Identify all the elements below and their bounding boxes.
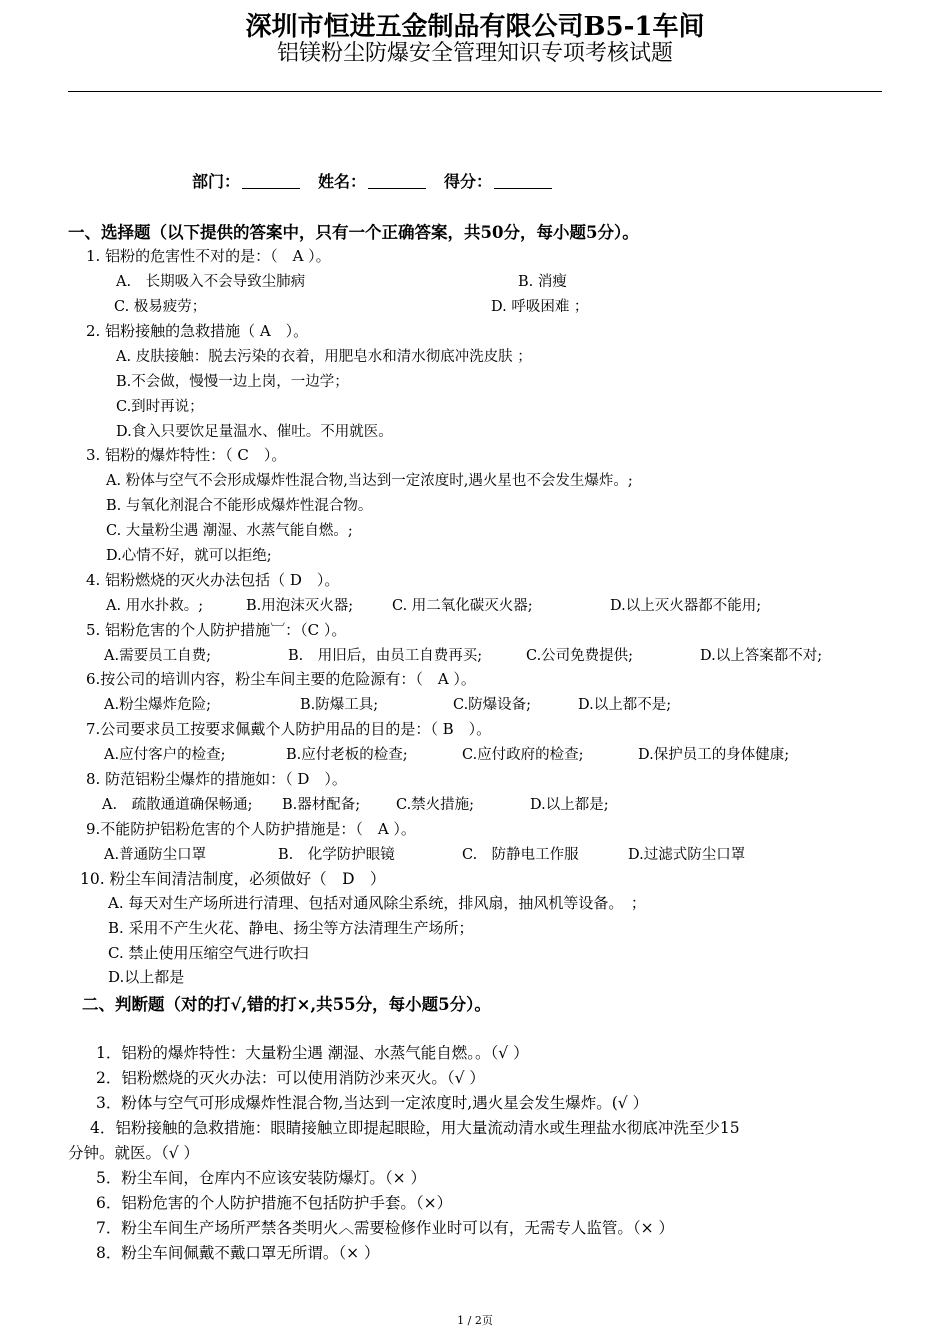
q6-option-b: B.防爆工具; xyxy=(300,697,379,713)
q8-option-d: D.以上都是; xyxy=(530,797,609,813)
judge-item-7: 7．粉尘车间生产场所严禁各类明火︿需要检修作业时可以有，无需专人监管。（× ） xyxy=(96,1219,675,1237)
q6-option-a: A.粉尘爆炸危险; xyxy=(104,697,211,713)
q7-option-a: A.应付客户的检查; xyxy=(104,747,226,763)
judge-item-3: 3．粉体与空气可形成爆炸性混合物,当达到一定浓度时,遇火星会发生爆炸。(√ ） xyxy=(96,1094,649,1112)
q3-option-c: C. 大量粉尘遇 潮湿、水蒸气能自燃。; xyxy=(106,523,353,539)
q1-option-a: A. 长期吸入不会导致尘肺病 xyxy=(116,274,306,290)
info-line xyxy=(192,169,570,192)
q1-option-b: B. 消瘦 xyxy=(518,274,567,290)
q7-option-c: C.应付政府的检查; xyxy=(462,747,584,763)
exam-subtitle: 铝镁粉尘防爆安全管理知识专项考核试题 xyxy=(276,41,673,66)
q7-option-b: B.应付老板的检查; xyxy=(286,747,408,763)
q9-option-b: B. 化学防护眼镜 xyxy=(278,847,395,863)
q3-option-a: A. 粉体与空气不会形成爆炸性混合物,当达到一定浓度时,遇火星也不会发生爆炸。; xyxy=(106,473,633,489)
q10-option-b: B. 采用不产生火花、静电、扬尘等方法清理生产场所； xyxy=(108,919,474,937)
q9-option-c: C. 防静电工作服 xyxy=(462,847,579,863)
q8-option-b: B.器材配备; xyxy=(282,797,361,813)
judge-item-6: 6．铝粉危害的个人防护措施不包括防护手套。（×） xyxy=(96,1194,453,1212)
header-divider xyxy=(68,91,882,92)
q2-option-d: D.食入只要饮足量温水、催吐。不用就医。 xyxy=(116,424,393,440)
q10-option-a: A. 每天对生产场所进行清理、包括对通风除尘系统，排风扇，抽风机等设备。 ； xyxy=(108,894,646,912)
judge-item-4: 4．铝粉接触的急救措施：眼睛接触立即提起眼睑，用大量流动清水或生理盐水彻底冲洗至少15 xyxy=(90,1119,740,1137)
q6-option-c: C.防爆设备; xyxy=(453,697,532,713)
q4-option-d: D.以上灭火器都不能用; xyxy=(610,598,762,614)
q3-option-b: B. 与氧化剂混合不能形成爆炸性混合物。 xyxy=(106,498,373,514)
q3-option-d: D.心情不好，就可以拒绝; xyxy=(106,548,272,564)
q8-option-a: A. 疏散通道确保畅通; xyxy=(102,797,253,813)
question-6: 6.按公司的培训内容，粉尘车间主要的危险源有：（ A ）。 xyxy=(86,670,476,688)
dept-field[interactable] xyxy=(242,174,300,189)
score-field[interactable] xyxy=(494,174,552,189)
judge-item-1: 1．铝粉的爆炸特性：大量粉尘遇 潮湿、水蒸气能自燃。。（√ ） xyxy=(96,1044,529,1062)
q2-option-b: B.不会做，慢慢一边上岗，一边学； xyxy=(116,374,349,390)
q9-option-d: D.过滤式防尘口罩 xyxy=(628,847,746,863)
name-label: 姓名： xyxy=(318,172,367,191)
q9-option-a: A.普通防尘口罩 xyxy=(104,847,207,863)
q4-option-c: C. 用二氧化碳灭火器; xyxy=(392,598,533,614)
section2-title: 二、判断题（对的打√,错的打×,共55分，每小题5分）。 xyxy=(82,995,491,1014)
q1-option-c: C. 极易疲劳； xyxy=(114,299,207,315)
q5-option-d: D.以上答案都不对; xyxy=(700,648,823,664)
name-field[interactable] xyxy=(368,174,426,189)
judge-item-8: 8．粉尘车间佩戴不戴口罩无所谓。（× ） xyxy=(96,1244,380,1262)
company-title: 深圳市恒进五金制品有限公司B5-1车间 xyxy=(245,12,705,42)
q4-option-a: A. 用水扑救。; xyxy=(106,598,204,614)
q10-option-d: D.以上都是 xyxy=(108,968,185,986)
dept-label: 部门： xyxy=(192,172,241,191)
question-2: 2. 铝粉接触的急救措施（ A ）。 xyxy=(86,322,309,340)
q5-option-a: A.需要员工自费; xyxy=(104,648,211,664)
q8-option-c: C.禁火措施; xyxy=(396,797,475,813)
judge-item-5: 5．粉尘车间，仓库内不应该安装防爆灯。（× ） xyxy=(96,1169,427,1187)
question-1: 1. 铝粉的危害性不对的是：（ A ）。 xyxy=(86,247,331,265)
q4-option-b: B.用泡沫灭火器; xyxy=(246,598,354,614)
q5-option-c: C.公司免费提供; xyxy=(526,648,634,664)
question-5: 5. 铝粉危害的个人防护措施︺：（C ）。 xyxy=(86,621,347,639)
judge-item-2: 2．铝粉燃烧的灭火办法：可以使用消防沙来灭火。（√ ） xyxy=(96,1069,485,1087)
q2-option-a: A. 皮肤接触：脱去污染的衣着，用肥皂水和清水彻底冲洗皮肤 ； xyxy=(116,349,532,365)
q10-option-c: C. 禁止使用压缩空气进行吹扫 xyxy=(108,944,309,962)
judge-item-4-cont: 分钟。就医。（√ ） xyxy=(68,1144,200,1162)
q5-option-b: B. 用旧后，由员工自费再买; xyxy=(288,648,483,664)
page-number: 1 / 2页 xyxy=(457,1314,493,1327)
q1-option-d: D. 呼吸困难 ； xyxy=(491,299,589,315)
question-3: 3. 铝粉的爆炸特性：（ C ）。 xyxy=(86,446,287,464)
question-10: 10. 粉尘车间清洁制度，必须做好（ D ） xyxy=(80,870,386,888)
q7-option-d: D.保护员工的身体健康; xyxy=(638,747,790,763)
q6-option-d: D.以上都不是; xyxy=(578,697,672,713)
section1-title: 一、选择题（以下提供的答案中，只有一个正确答案，共50分，每小题5分）。 xyxy=(68,223,639,242)
question-8: 8. 防范铝粉尘爆炸的措施如：（ D ）。 xyxy=(86,770,347,788)
question-4: 4. 铝粉燃烧的灭火办法包括（ D ）。 xyxy=(86,571,340,589)
score-label: 得分： xyxy=(444,172,493,191)
q2-option-c: C.到时再说； xyxy=(116,399,204,415)
question-7: 7.公司要求员工按要求佩戴个人防护用品的目的是：（ B ）。 xyxy=(86,720,492,738)
question-9: 9.不能防护铝粉危害的个人防护措施是：（ A ）。 xyxy=(86,820,416,838)
